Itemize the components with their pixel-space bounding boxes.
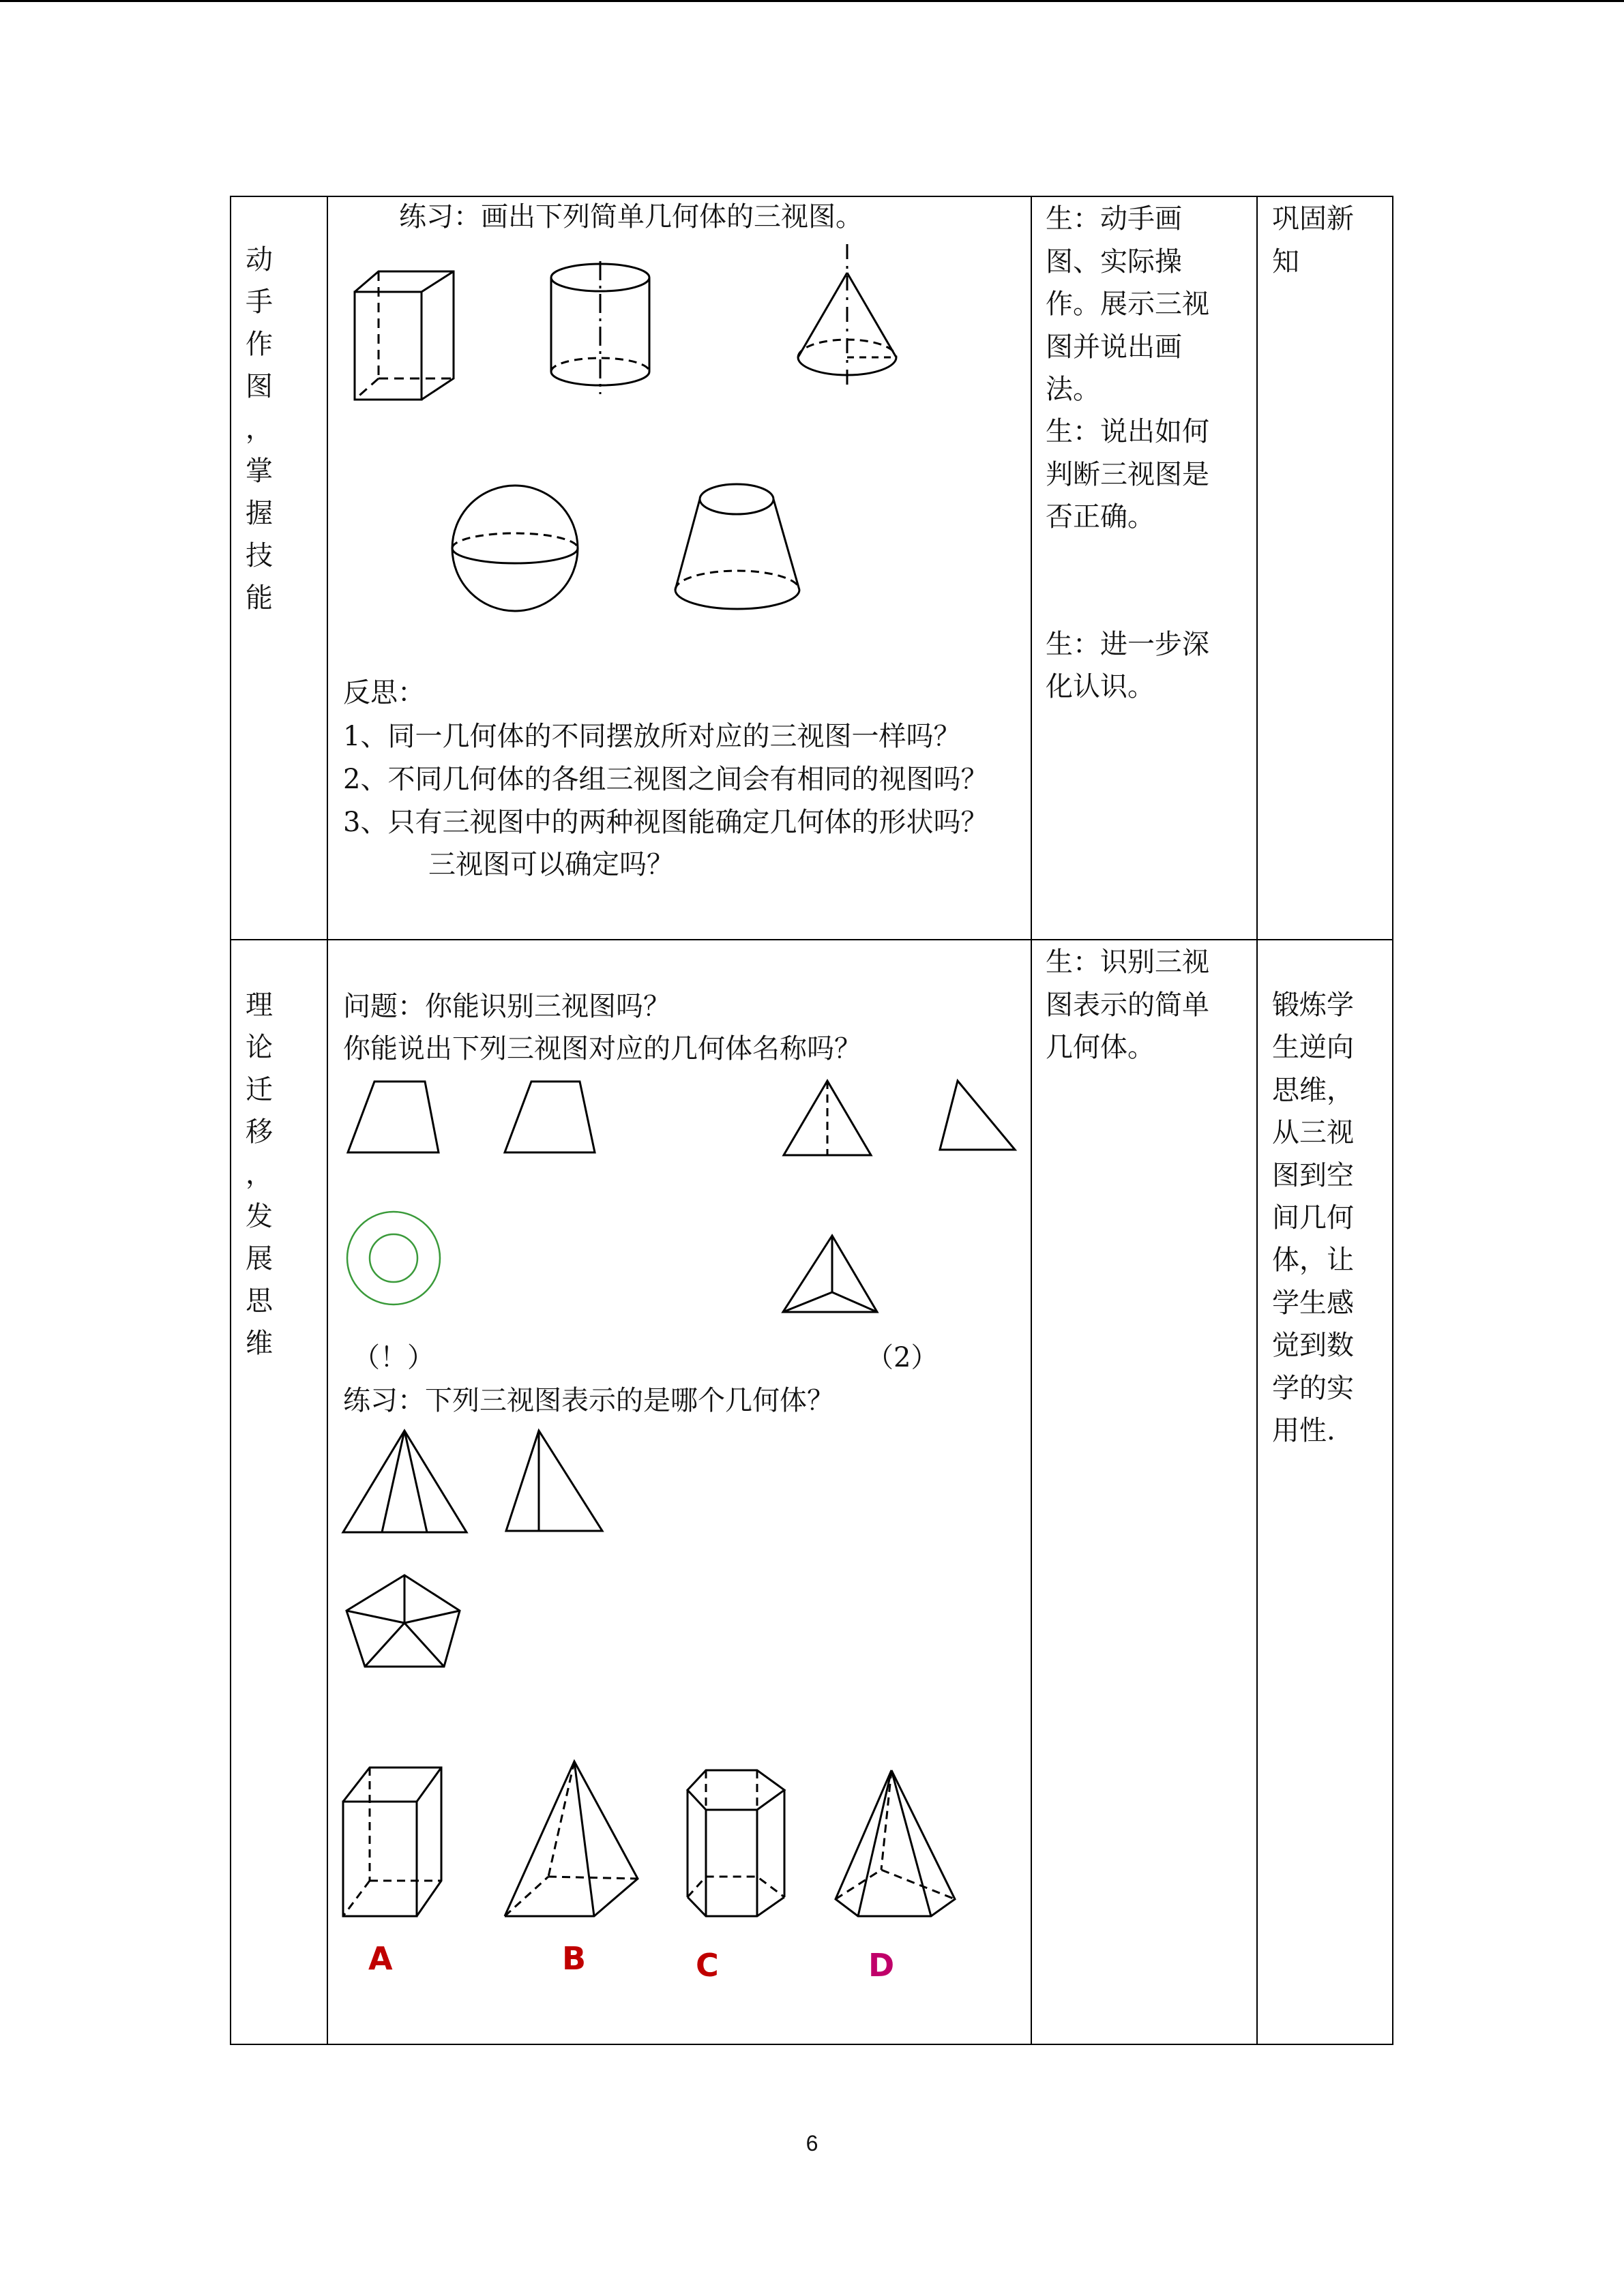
option-c-label: C <box>696 1947 719 1984</box>
purpose-row2-4: 从三视 <box>1272 1117 1354 1148</box>
exercise-title: 练习：画出下列简单几何体的三视图。 <box>399 201 863 233</box>
purpose-row2-10: 学的实 <box>1272 1373 1354 1404</box>
question-1: 问题：你能识别三视图吗？ <box>343 991 670 1022</box>
pyramid-side-view <box>506 1431 602 1531</box>
student-activity-6: 生：说出如何 <box>1046 416 1209 447</box>
page-number: 6 <box>806 2131 818 2156</box>
purpose-row2-1: 锻炼学 <box>1272 989 1354 1021</box>
group-label-1: （！） <box>353 1342 434 1373</box>
option-d-label: D <box>868 1947 895 1984</box>
triangle-view-front <box>784 1081 871 1155</box>
student-activity-8: 否正确。 <box>1046 501 1155 533</box>
purpose-2: 知 <box>1272 246 1299 278</box>
option-c-hexagonal-prism <box>688 1770 784 1916</box>
reflection-question-3-cont: 三视图可以确定吗？ <box>428 849 674 880</box>
option-b-label: B <box>562 1940 587 1977</box>
ring-view-top <box>347 1212 440 1304</box>
stage-label-theory: 理 论 迁 移 ， 发 展 思 维 <box>246 989 273 1359</box>
student-activity-row2-1: 生：识别三视 <box>1046 946 1209 978</box>
reflection-title: 反思： <box>343 677 425 709</box>
reflection-question-3: 3、只有三视图中的两种视图能确定几何体的形状吗？ <box>343 807 988 838</box>
option-b-pyramid <box>505 1761 638 1916</box>
purpose-row2-3: 思维， <box>1272 1075 1354 1106</box>
triangle-view-top <box>783 1236 877 1312</box>
exercise-question: 练习：下列三视图表示的是哪个几何体？ <box>343 1385 834 1416</box>
option-a-label: A <box>368 1940 393 1977</box>
triangle-view-side <box>940 1081 1015 1150</box>
option-a-prism <box>343 1768 441 1916</box>
trapezoid-view-front <box>348 1082 439 1152</box>
purpose-1: 巩固新 <box>1272 203 1354 235</box>
purpose-row2-5: 图到空 <box>1272 1160 1354 1191</box>
student-activity-9: 生：进一步深 <box>1046 629 1209 660</box>
student-activity-7: 判断三视图是 <box>1046 459 1209 490</box>
student-activity-row2-3: 几何体。 <box>1046 1032 1155 1063</box>
purpose-row2-8: 学生感 <box>1272 1287 1354 1319</box>
student-activity-5: 法。 <box>1046 374 1100 405</box>
question-2: 你能说出下列三视图对应的几何体名称吗？ <box>343 1033 861 1064</box>
purpose-row2-2: 生逆向 <box>1272 1032 1354 1063</box>
student-activity-3: 作。展示三视 <box>1046 288 1209 320</box>
student-activity-10: 化认识。 <box>1046 671 1155 702</box>
student-activity-4: 图并说出画 <box>1046 331 1182 363</box>
student-activity-row2-2: 图表示的简单 <box>1046 989 1209 1021</box>
trapezoid-view-side <box>505 1082 595 1152</box>
reflection-question-1: 1、同一几何体的不同摆放所对应的三视图一样吗？ <box>343 721 961 752</box>
reflection-question-2: 2、不同几何体的各组三视图之间会有相同的视图吗？ <box>343 764 988 795</box>
purpose-row2-9: 觉到数 <box>1272 1330 1354 1361</box>
stage-label-hands-on: 动 手 作 图 ， 掌 握 技 能 <box>246 244 273 614</box>
student-activity-2: 图、实际操 <box>1046 246 1182 278</box>
pyramid-front-view <box>343 1431 467 1532</box>
pentagon-top-view <box>346 1575 460 1667</box>
student-activity-1: 生：动手画 <box>1046 203 1182 235</box>
purpose-row2-6: 间几何 <box>1272 1202 1354 1234</box>
purpose-row2-7: 体，让 <box>1272 1244 1354 1276</box>
group-label-2: （2） <box>866 1342 939 1373</box>
purpose-row2-11: 用性. <box>1272 1415 1335 1446</box>
option-d-pyramid <box>836 1770 955 1916</box>
